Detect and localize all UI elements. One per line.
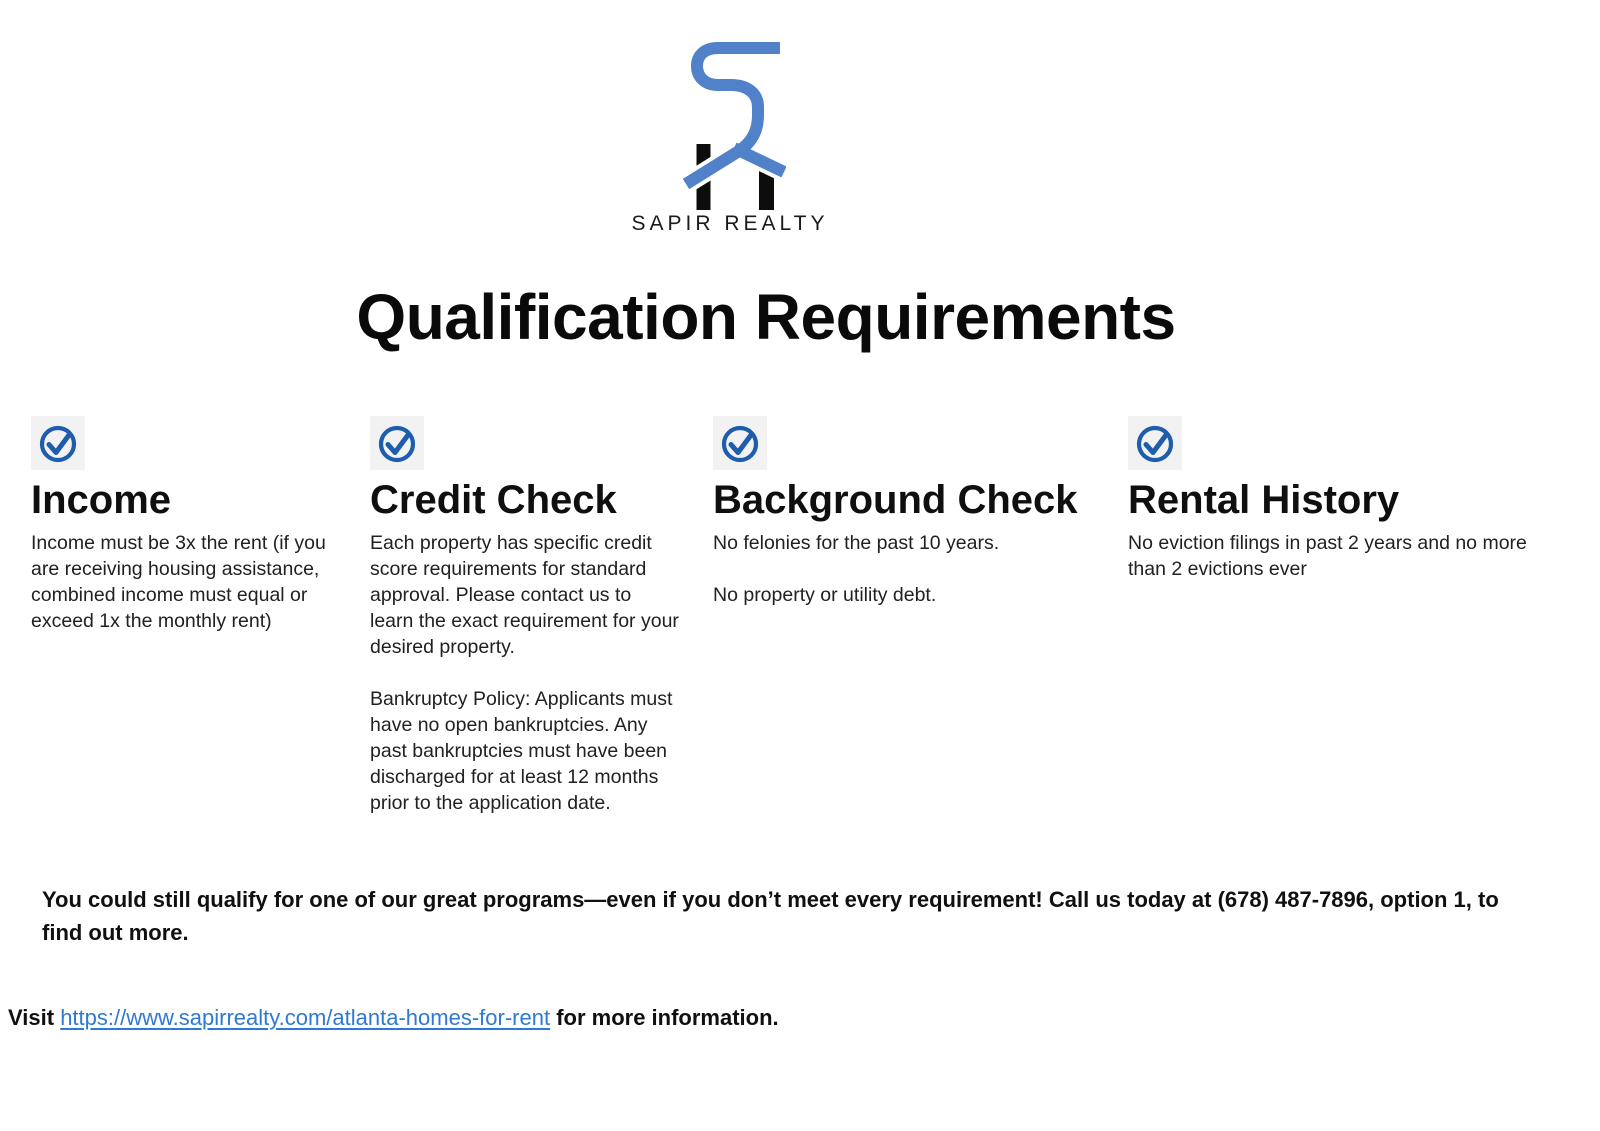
footer-link-line (8, 1005, 1600, 1031)
requirement-text: No eviction filings in past 2 years and no more than 2 evictions ever (1128, 532, 1527, 580)
requirement-text: No felonies for the past 10 years. (713, 532, 1000, 554)
requirement-title: Rental History (1128, 478, 1400, 522)
requirement-title: Income (31, 478, 172, 522)
requirement-card-credit-check (370, 416, 680, 842)
cta-text: You could still qualify for one of our great programs—even if you don’t meet every requirement! Call us today at (678) 487-7896, option 1, to find out more. (42, 887, 1499, 945)
requirement-card-income (31, 416, 341, 660)
sapir-realty-logo-icon (674, 36, 786, 216)
check-icon-box (31, 416, 85, 470)
qualification-flyer (0, 36, 1600, 1031)
check-circle-icon (373, 419, 421, 467)
requirement-title: Background Check (713, 478, 1078, 522)
visit-label: Visit (8, 1005, 55, 1030)
check-circle-icon (716, 419, 764, 467)
requirement-title: Credit Check (370, 478, 617, 522)
more-info-label: for more information. (556, 1005, 779, 1030)
page-title: Qualification Requirements (356, 281, 1176, 353)
check-icon-box (370, 416, 424, 470)
requirement-text: Each property has specific credit score requirements for standard approval. Please contact us to learn the exact requirement for your desired property. (370, 532, 679, 658)
check-circle-icon (34, 419, 82, 467)
brand-name: SAPIR REALTY (631, 212, 829, 235)
check-icon-box (713, 416, 767, 470)
requirements-row (0, 416, 1600, 842)
requirement-text: No property or utility debt. (713, 584, 937, 606)
requirement-text: Income must be 3x the rent (if you are receiving housing assistance, combined income must equal or exceed 1x the monthly rent) (31, 532, 326, 632)
requirement-card-rental-history (1128, 416, 1563, 608)
check-icon-box (1128, 416, 1182, 470)
brand-header (632, 36, 829, 236)
requirement-card-background-check (713, 416, 1093, 634)
requirement-text: Bankruptcy Policy: Applicants must have no open bankruptcies. Any past bankruptcies must have been discharged for at least 12 months prior to the application date. (370, 688, 673, 814)
website-link[interactable]: https://www.sapirrealty.com/atlanta-homes-for-rent (60, 1005, 551, 1030)
check-circle-icon (1131, 419, 1179, 467)
